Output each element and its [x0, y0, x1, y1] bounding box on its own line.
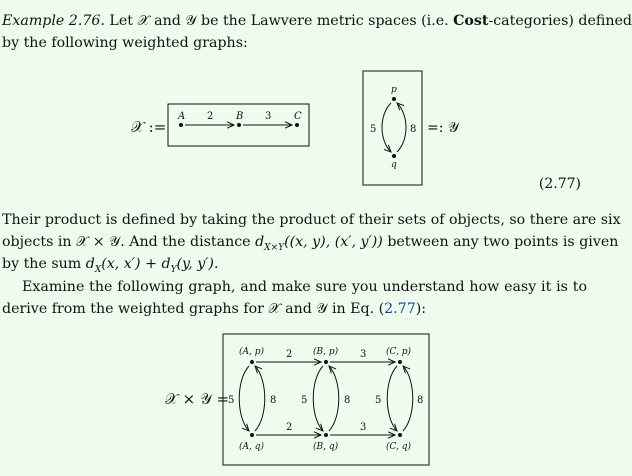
- weight-aq-ap: 8: [270, 395, 277, 406]
- edge-aq-ap: [255, 366, 265, 431]
- cost-word: Cost: [453, 13, 489, 29]
- node-c-dot: [295, 123, 299, 127]
- intro-text-b: and: [149, 13, 186, 29]
- weight-ap-bp: 2: [286, 349, 293, 360]
- node-p-label: p: [391, 85, 397, 95]
- distance-d: d: [255, 234, 265, 250]
- p2-sym-y: 𝒴: [316, 301, 328, 317]
- weight-q-p: 8: [410, 124, 417, 135]
- weight-b-c: 3: [265, 111, 272, 122]
- node-bp-label: (B, p): [313, 347, 339, 357]
- graph-x: [131, 104, 309, 146]
- node-bp-dot: [324, 360, 328, 364]
- paragraph-1-line-2: [2, 233, 619, 257]
- p2-l2-f: ):: [415, 301, 427, 317]
- edge-p-q: [382, 103, 391, 152]
- p2-sym-x: 𝒳: [268, 301, 281, 317]
- sum-d1: d: [85, 256, 95, 272]
- node-p-dot: [392, 97, 396, 101]
- edge-bq-bp: [329, 366, 339, 431]
- p2-l2-c: and: [280, 301, 317, 317]
- graph-y: [363, 71, 460, 185]
- p1-l2-a: objects in: [2, 234, 77, 250]
- node-bq-dot: [324, 433, 328, 437]
- edge-cp-cq: [387, 366, 397, 431]
- node-c-label: C: [294, 111, 302, 122]
- node-a-label: A: [178, 111, 186, 122]
- node-cq-label: (C, q): [386, 442, 412, 452]
- weight-cp-cq: 5: [375, 395, 382, 406]
- node-b-dot: [237, 123, 241, 127]
- distance-sub: X×Y: [264, 242, 285, 253]
- node-bq-label: (B, q): [313, 442, 339, 452]
- edge-ap-aq: [239, 366, 249, 431]
- sum-mid: (x, x′) + d: [101, 256, 171, 272]
- sum-sub2: Y: [170, 264, 177, 275]
- weight-a-b: 2: [207, 111, 214, 122]
- edge-bp-bq: [313, 366, 323, 431]
- weight-bq-bp: 8: [344, 395, 351, 406]
- node-ap-label: (A, p): [239, 347, 265, 357]
- graph-y-rhs: =: 𝒴: [427, 120, 459, 136]
- distance-args: ((x, y), (x′, y′)): [284, 234, 383, 250]
- p2-l2-a: derive from the weighted graphs for: [2, 301, 269, 317]
- example-label: Example 2.76.: [2, 13, 105, 29]
- node-aq-dot: [250, 433, 254, 437]
- paragraph-2-line-2: [2, 300, 587, 318]
- node-cp-dot: [398, 360, 402, 364]
- paragraph-2-line-1: Examine the following graph, and make sure you understand how easy it is to: [22, 279, 587, 295]
- node-cq-dot: [398, 433, 402, 437]
- graph-x-lhs: 𝒳 :=: [131, 118, 167, 136]
- weight-bp-cp: 3: [360, 349, 367, 360]
- p1-l3-a: by the sum: [2, 256, 86, 272]
- weight-p-q: 5: [370, 124, 377, 135]
- edge-cq-cp: [403, 366, 413, 431]
- intro-line-2: by the following weighted graphs:: [2, 35, 248, 51]
- product-symbol: 𝒳 × 𝒴: [76, 234, 121, 250]
- equation-reference-link[interactable]: 2.77: [384, 301, 416, 317]
- equation-number: (2.77): [538, 176, 581, 192]
- p2-l2-e: in Eq. (: [327, 301, 385, 317]
- graph-product: [165, 334, 429, 465]
- node-b-label: B: [236, 111, 244, 122]
- symbol-x: 𝒳: [137, 13, 150, 29]
- node-a-dot: [179, 123, 183, 127]
- paragraph-1-line-3: [2, 255, 587, 279]
- weight-bq-cq: 3: [360, 422, 367, 433]
- node-aq-label: (A, q): [239, 442, 265, 452]
- edge-q-p: [397, 103, 406, 152]
- sum-end: (y, y′).: [176, 256, 219, 272]
- p1-l2-c: . And the distance: [120, 234, 256, 250]
- intro-text-a: Let: [104, 13, 138, 29]
- intro-text-c: be the Lawvere metric spaces (i.e.: [196, 13, 454, 29]
- node-ap-dot: [250, 360, 254, 364]
- node-cp-label: (C, p): [386, 347, 412, 357]
- paragraph-1-line-1: Their product is defined by taking the product of their sets of objects, so there are six: [2, 212, 621, 228]
- graph-product-lhs: 𝒳 × 𝒴 =: [165, 390, 230, 408]
- weight-ap-aq: 5: [228, 395, 235, 406]
- weight-aq-bq: 2: [286, 422, 293, 433]
- intro-text-d: -categories) defined: [488, 13, 632, 29]
- weight-bp-bq: 5: [301, 395, 308, 406]
- node-q-dot: [392, 154, 396, 158]
- symbol-y: 𝒴: [185, 13, 197, 29]
- weight-cq-cp: 8: [417, 395, 424, 406]
- node-q-label: q: [391, 160, 397, 170]
- p1-l2-f: between any two points is given: [382, 234, 619, 250]
- sum-sub1: X: [94, 264, 102, 275]
